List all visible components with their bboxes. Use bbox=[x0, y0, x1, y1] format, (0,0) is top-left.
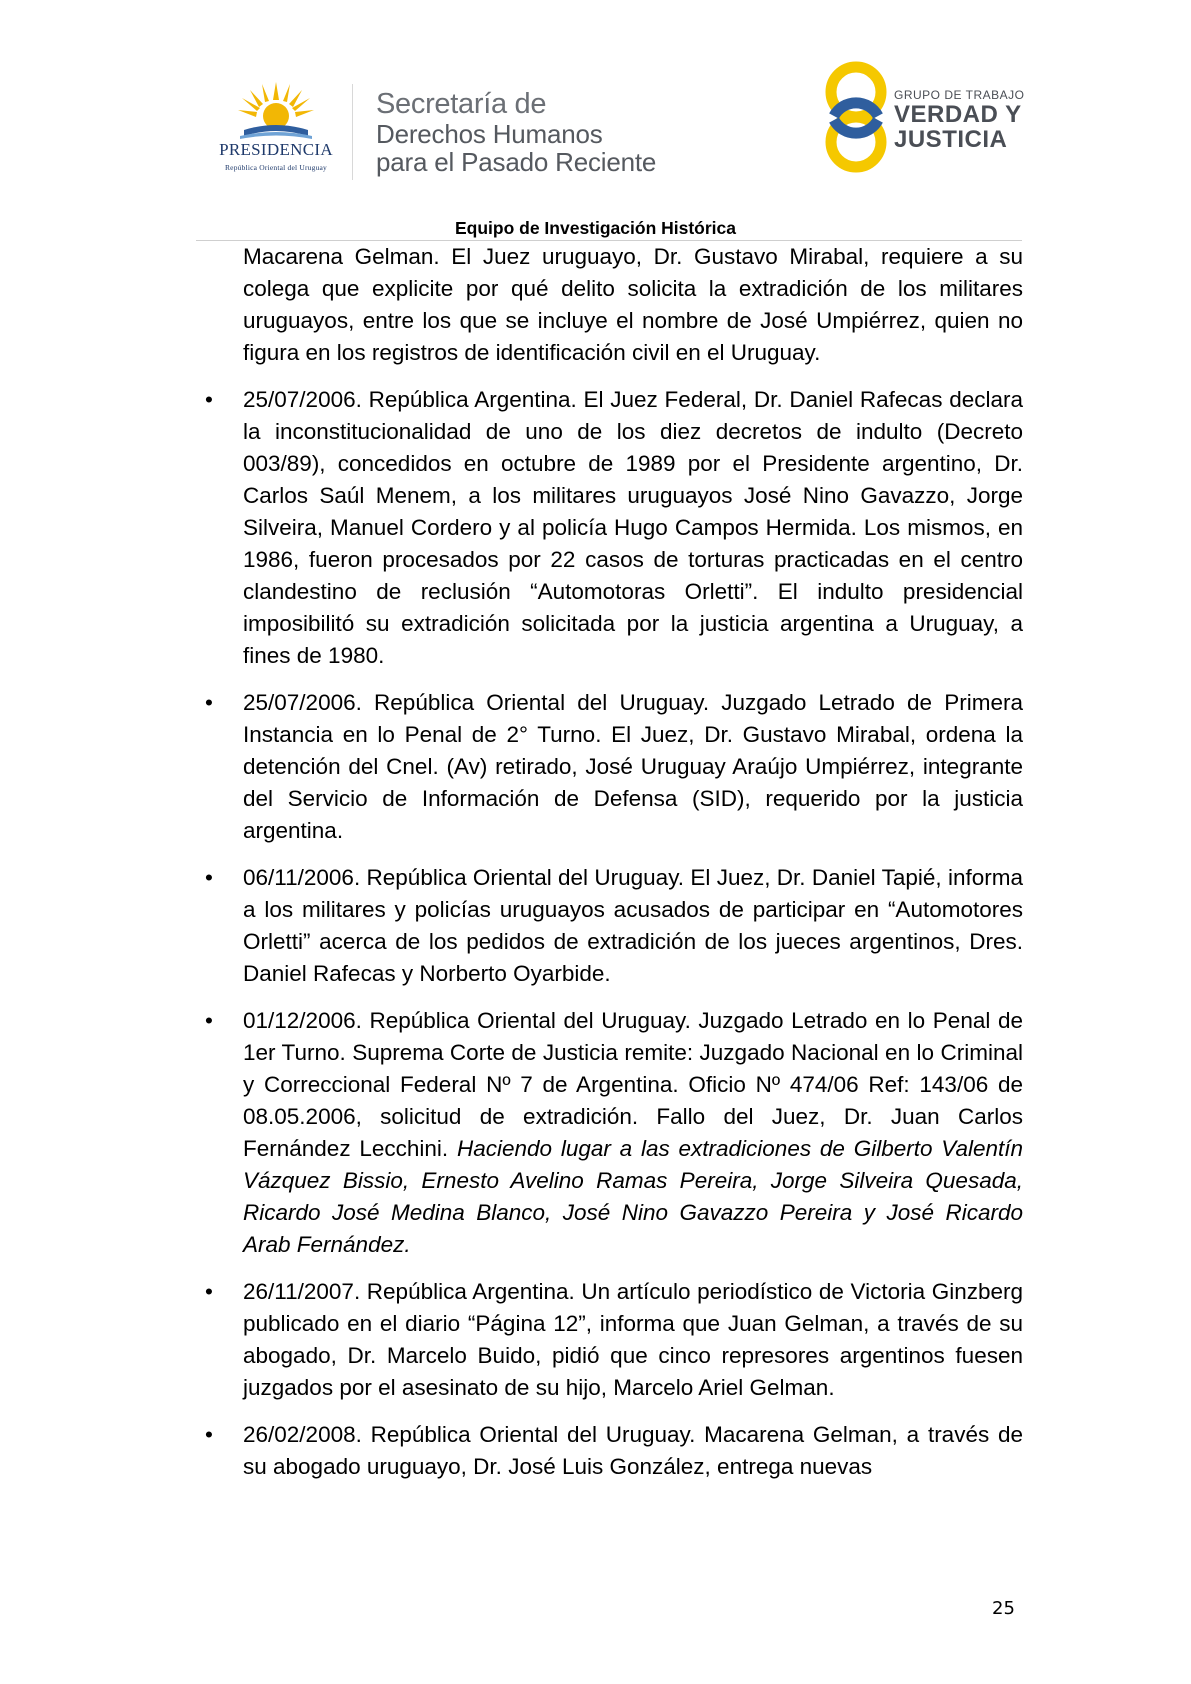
list-item-text-regular: 01/12/2006. República Oriental del Uruguay. Juzgado Letrado en lo Penal de 1er Turno. Suprema Corte de Justicia remite: Juzgado Nacional en lo Criminal y Correccional Federal Nº 7 de Argentina. Oficio Nº 474/06 Ref: 143/06 de 08.05.2006, solicitud de extradición. Fallo del Juez, Dr. Juan Carlos Fernández Lecchini. bbox=[243, 1008, 1023, 1161]
list-item bbox=[205, 862, 1023, 990]
team-title: Equipo de Investigación Histórica bbox=[454, 218, 737, 238]
sun-icon bbox=[236, 80, 316, 142]
list-item-text: 06/11/2006. República Oriental del Uruguay. El Juez, Dr. Daniel Tapié, informa a los militares y policías uruguayos acusados de participar en “Automotores Orletti” acerca de los pedidos de extradición de los jueces argentinos, Dres. Daniel Rafecas y Norberto Oyarbide. bbox=[243, 865, 1023, 986]
logo-divider bbox=[352, 84, 353, 180]
bullet: • bbox=[205, 690, 213, 715]
presidencia-subtitle: República Oriental del Uruguay bbox=[224, 163, 327, 172]
list-item bbox=[205, 1005, 1024, 1261]
secretaria-line-3: para el Pasado Reciente bbox=[376, 147, 657, 177]
bullet: • bbox=[205, 1422, 213, 1447]
bullet: • bbox=[205, 1008, 213, 1033]
list-item-text: 26/11/2007. República Argentina. Un artículo periodístico de Victoria Ginzberg publicado en el diario “Página 12”, informa que Juan Gelman, a través de su abogado, Dr. Marcelo Buido, pidió que cinco represores argentinos fuesen juzgados por el asesinato de su hijo, Marcelo Ariel Gelman. bbox=[243, 1279, 1023, 1400]
presidencia-name: PRESIDENCIA bbox=[219, 140, 333, 159]
list-item-text bbox=[243, 1005, 1023, 1261]
bullet: • bbox=[205, 387, 213, 412]
presidencia-logo bbox=[196, 80, 356, 180]
verdad-justicia-logo-text bbox=[894, 88, 1024, 152]
page-number: 25 bbox=[992, 1598, 1015, 1619]
list-item bbox=[205, 687, 1023, 847]
page-header bbox=[0, 0, 1191, 240]
secretaria-logo-text bbox=[376, 88, 656, 176]
vyj-line-3: JUSTICIA bbox=[894, 126, 1008, 153]
bullet: • bbox=[205, 865, 213, 890]
list-item bbox=[205, 384, 1023, 672]
list-item-text: 26/02/2008. República Oriental del Uruguay. Macarena Gelman, a través de su abogado uruguayo, Dr. José Luis González, entrega nuevas bbox=[243, 1422, 1023, 1479]
bullet: • bbox=[205, 1279, 213, 1304]
list-item bbox=[205, 1276, 1023, 1404]
list-item bbox=[205, 1419, 1023, 1483]
continuation-paragraph: Macarena Gelman. El Juez uruguayo, Dr. Gustavo Mirabal, requiere a su colega que explicite por qué delito solicita la extradición de los militares uruguayos, entre los que se incluye el nombre de José Umpiérrez, quien no figura en los registros de identificación civil en el Uruguay. bbox=[243, 244, 1023, 365]
list-item-text-italic: Haciendo lugar a las extradiciones de Gilberto Valentín Vázquez Bissio, Ernesto Avelino Ramas Pereira, Jorge Silveira Quesada, Ricardo José Medina Blanco, José Nino Gavazzo Pereira y José Ricardo Arab Fernández. bbox=[243, 1136, 1024, 1257]
document-body bbox=[205, 241, 1024, 1483]
list-item-text: 25/07/2006. República Oriental del Uruguay. Juzgado Letrado de Primera Instancia en lo Penal de 2° Turno. El Juez, Dr. Gustavo Mirabal, ordena la detención del Cnel. (Av) retirado, José Uruguay Araújo Umpiérrez, integrante del Servicio de Información de Defensa (SID), requerido por la justicia argentina. bbox=[243, 690, 1023, 843]
vyj-line-1: GRUPO DE TRABAJO bbox=[894, 88, 1025, 102]
secretaria-line-2: Derechos Humanos bbox=[376, 119, 603, 149]
secretaria-line-1: Secretaría de bbox=[376, 88, 547, 120]
list-item-text: 25/07/2006. República Argentina. El Juez Federal, Dr. Daniel Rafecas declara la inconstitucionalidad de uno de los diez decretos de indulto (Decreto 003/89), concedidos en octubre de 1989 por el Presidente argentino, Dr. Carlos Saúl Menem, a los militares uruguayos José Nino Gavazzo, Jorge Silveira, Manuel Cordero y al policía Hugo Campos Hermida. Los mismos, en 1986, fueron procesados por 22 casos de torturas practicadas en el centro clandestino de reclusión “Automotoras Orletti”. El indulto presidencial imposibilitó su extradición solicitada por la justicia argentina a Uruguay, a fines de 1980. bbox=[243, 387, 1023, 668]
vyj-line-2: VERDAD Y bbox=[894, 101, 1022, 128]
